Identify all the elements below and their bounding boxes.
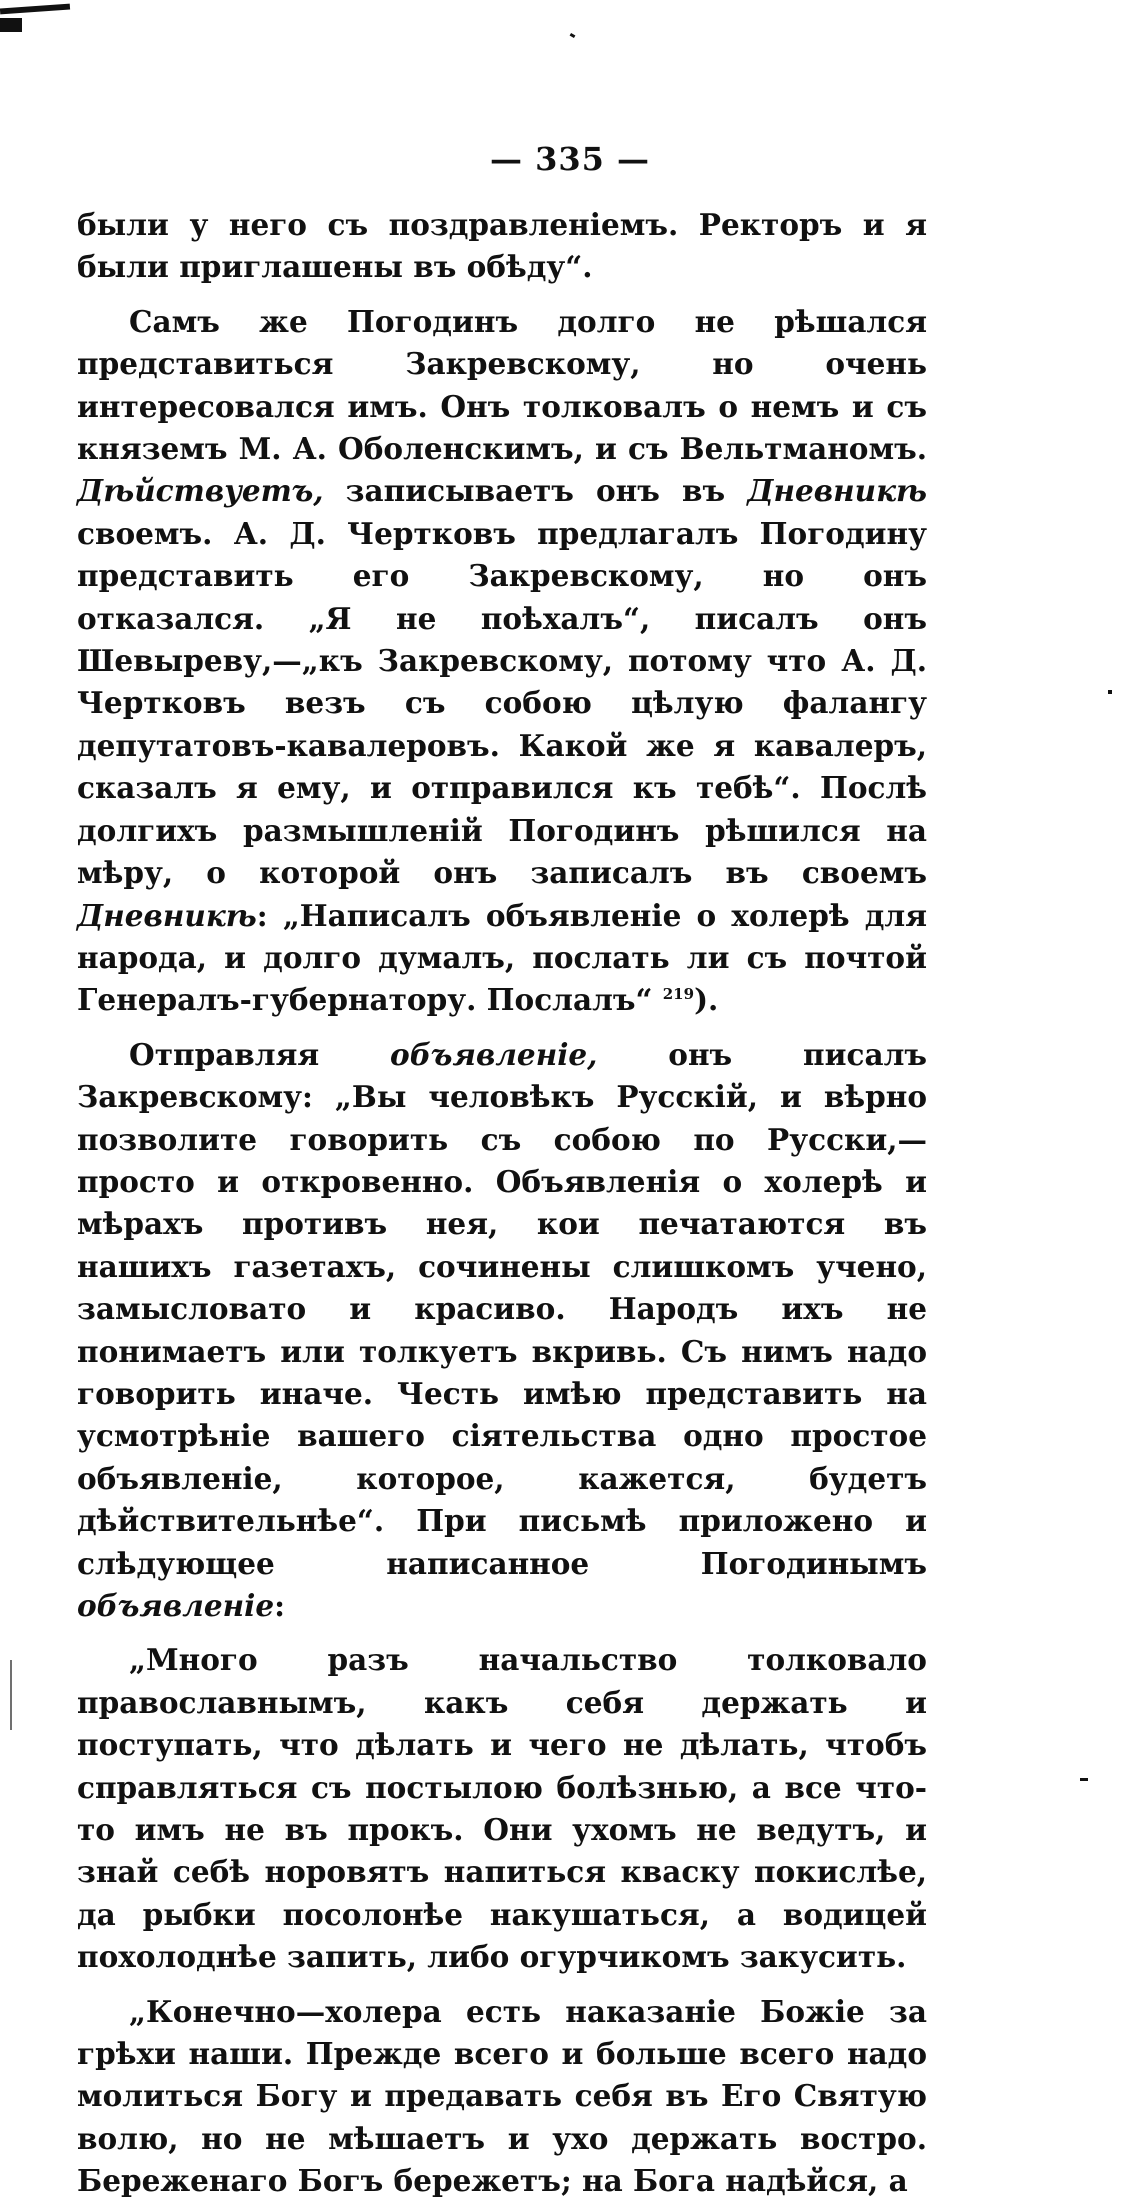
- page-number: — 335 —: [489, 140, 651, 178]
- italic-word: объявленіе,: [390, 1036, 598, 1072]
- text-run: „Много разъ начальство толковало православнымъ, какъ себя держать и поступать, что дѣлать и чего не дѣлать, чтобъ справляться съ постылою болѣзнью, а все что-то имъ не въ прокъ. Они ухомъ не ведутъ, и знай себѣ норовятъ напиться кваску покислѣе, да рыбки посолонѣе накушаться, а водицей похолоднѣе запить, либо огурчикомъ закусить.: [77, 1642, 927, 1975]
- paragraph: [77, 204, 927, 289]
- text-run: Отправляя: [129, 1036, 391, 1072]
- italic-word: Дѣйствуетъ,: [77, 473, 324, 509]
- text-run: онъ писалъ Закревскому: „Вы человѣкъ Русскій, и вѣрно позволите говорить съ собою по Русски,—просто и откровенно. Объявленія о холерѣ и мѣрахъ противъ нея, кои печатаются въ нашихъ газетахъ, сочинены слишкомъ учено, замысловато и красиво. Народъ ихъ не понимаетъ или толкуетъ вкривь. Съ нимъ надо говорить иначе. Честь имѣю представить на усмотрѣніе вашего сіятельства одно простое объявленіе, которое, кажется, будетъ дѣйствительнѣе“. При письмѣ приложено и слѣдующее написанное Погодинымъ: [77, 1036, 928, 1581]
- scan-mark-top-left: [0, 4, 70, 15]
- paragraph: [77, 1639, 927, 1978]
- paragraph: [77, 301, 927, 1022]
- text-run: „Конечно—холера есть наказаніе Божіе за грѣхи наши. Прежде всего и больше всего надо молиться Богу и предавать себя въ Его Святую волю, но не мѣшаетъ и ухо держать востро. Береженаго Богъ бережетъ; на Бога надѣйся, а: [77, 1993, 927, 2199]
- scan-dot: [1108, 690, 1112, 694]
- italic-word: объявленіе: [77, 1588, 275, 1623]
- italic-word: Дневникѣ: [77, 897, 257, 933]
- paragraph: [77, 1034, 927, 1628]
- text-run: Самъ же Погодинъ долго не рѣшался представиться Закревскому, но очень интересовался имъ. Онъ толковалъ о немъ и съ княземъ М. А. Оболенскимъ, и съ Вельтманомъ.: [77, 303, 927, 467]
- text-run: ).: [694, 982, 719, 1018]
- text-run: : „Написалъ объявленіе о холерѣ для народа, и долго думалъ, послать ли съ почтой Генералъ-губернатору. Послалъ“: [77, 897, 927, 1018]
- scan-dot: [570, 33, 576, 38]
- text-run: записываетъ онъ въ: [323, 473, 748, 509]
- scan-dot: [1080, 1778, 1088, 1781]
- scan-mark-top-left-2: [0, 18, 22, 32]
- italic-word: Дневникѣ: [747, 473, 927, 509]
- body-text: [77, 204, 927, 2203]
- text-run: :: [274, 1588, 286, 1623]
- paragraph: [77, 1991, 927, 2203]
- footnote-marker: 219: [662, 985, 695, 1004]
- scan-line-left: [10, 1660, 12, 1730]
- text-run: были у него съ поздравленіемъ. Ректоръ и я были приглашены въ обѣду“.: [77, 207, 927, 285]
- text-run: своемъ. А. Д. Чертковъ предлагалъ Погодину представить его Закревскому, но онъ отказался. „Я не поѣхалъ“, писалъ онъ Шевыреву,—„къ Закревскому, потому что А. Д. Чертковъ везъ съ собою цѣлую фалангу депутатовъ-кавалеровъ. Какой же я кавалеръ, сказалъ я ему, и отправился къ тебѣ“. Послѣ долгихъ размышленій Погодинъ рѣшился на мѣру, о которой онъ записалъ въ своемъ: [77, 515, 927, 891]
